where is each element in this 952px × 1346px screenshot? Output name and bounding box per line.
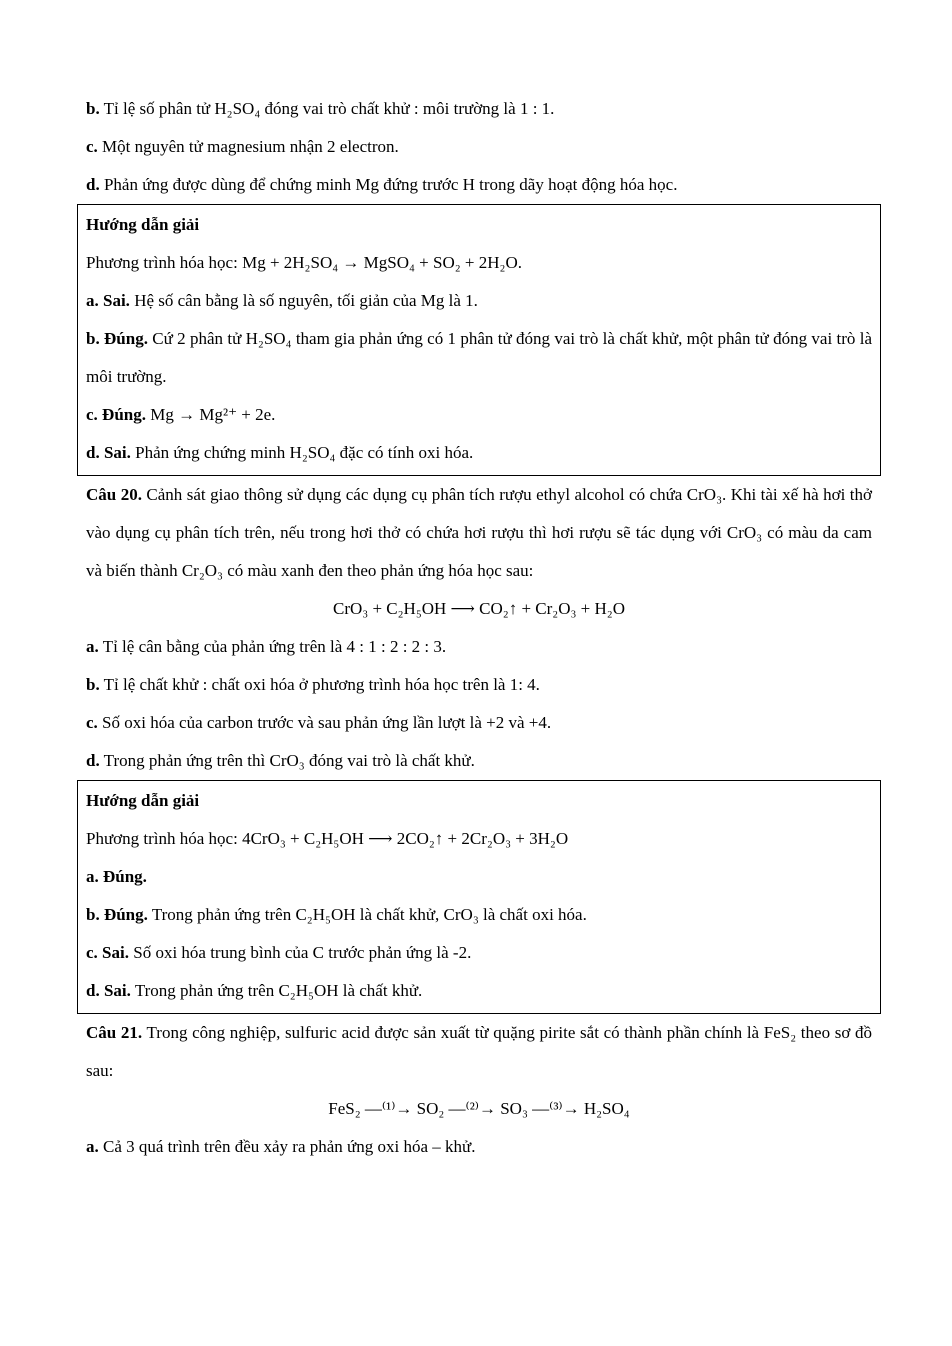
statement-label: d.	[86, 175, 100, 194]
statement-c	[86, 128, 872, 166]
line-text: Hệ số cân bằng là số nguyên, tối giản của Mg là 1.	[129, 291, 478, 310]
solution-line	[86, 896, 872, 934]
line-text: Cứ 2 phân tử H₂SO₄ tham gia phản ứng có 1 phân tử đóng vai trò là chất khử, một phân tử đóng vai trò là môi trường.	[86, 329, 872, 386]
option-label: a.	[86, 637, 99, 656]
option-text: Tỉ lệ chất khử : chất oxi hóa ở phương trình hóa học trên là 1: 4.	[99, 675, 540, 694]
solution-line	[86, 858, 872, 896]
statement-label: c.	[86, 137, 98, 156]
option-b	[86, 666, 872, 704]
equation-cro3: CrO₃ + C₂H₅OH ⟶ CO₂↑ + Cr₂O₃ + H₂O	[332, 599, 625, 618]
answer-verdict: d. Sai.	[86, 981, 131, 1000]
line-text: Phản ứng chứng minh H₂SO₄ đặc có tính oxi hóa.	[130, 443, 474, 462]
option-label: d.	[86, 751, 100, 770]
question-number: Câu 21.	[86, 1023, 143, 1042]
option-label: c.	[86, 713, 98, 732]
option-text: Cả 3 quá trình trên đều xảy ra phản ứng oxi hóa – khử.	[98, 1137, 476, 1156]
option-c	[86, 704, 872, 742]
statement-text: Một nguyên tử magnesium nhận 2 electron.	[97, 137, 399, 156]
question-text: Trong công nghiệp, sulfuric acid được sản xuất từ quặng pirite sắt có thành phần chính là FeS₂ theo sơ đồ sau:	[86, 1023, 872, 1080]
statement-label: b.	[86, 99, 100, 118]
option-text: Tỉ lệ cân bằng của phản ứng trên là 4 : 1 : 2 : 2 : 3.	[98, 637, 447, 656]
question-20-intro	[86, 476, 872, 590]
solution-box-19	[77, 204, 881, 476]
question-text: Cảnh sát giao thông sử dụng các dụng cụ phân tích rượu ethyl alcohol có chứa CrO₃. Khi tài xế hà hơi thở vào dụng cụ phân tích trên, nếu trong hơi thở có chứa hơi rượu thì hơi rượu sẽ tác dụng với CrO₃ có màu da cam và biến thành Cr₂O₃ có màu xanh đen theo phản ứng hóa học sau:	[86, 485, 873, 580]
line-text: Trong phản ứng trên C₂H₅OH là chất khử, CrO₃ là chất oxi hóa.	[147, 905, 587, 924]
answer-verdict: c. Sai.	[86, 943, 129, 962]
option-text: Trong phản ứng trên thì CrO₃ đóng vai trò là chất khử.	[99, 751, 475, 770]
solution-title	[86, 206, 872, 244]
answer-verdict: c. Đúng.	[86, 405, 146, 424]
solution-box-20	[77, 780, 881, 1014]
answer-verdict: d. Sai.	[86, 443, 131, 462]
answer-verdict: b. Đúng.	[86, 905, 148, 924]
statement-text: Tỉ lệ số phân tử H₂SO₄ đóng vai trò chất khử : môi trường là 1 : 1.	[99, 99, 555, 118]
question-21-intro	[86, 1014, 872, 1090]
option-text: Số oxi hóa của carbon trước và sau phản ứng lần lượt là +2 và +4.	[97, 713, 552, 732]
line-text: Trong phản ứng trên C₂H₅OH là chất khử.	[130, 981, 423, 1000]
solution-line	[86, 934, 872, 972]
line-text: Mg → Mg²⁺ + 2e.	[145, 405, 276, 424]
solution-line	[86, 972, 872, 1010]
solution-title	[86, 782, 872, 820]
option-a	[86, 1128, 872, 1166]
question-number: Câu 20.	[86, 485, 142, 504]
solution-title-text: Hướng dẫn giải	[86, 791, 200, 810]
option-label: a.	[86, 1137, 99, 1156]
line-text: Số oxi hóa trung bình của C trước phản ứng là -2.	[128, 943, 472, 962]
solution-line	[86, 396, 872, 434]
statement-b	[86, 90, 872, 128]
solution-line	[86, 244, 872, 282]
line-text: Phương trình hóa học: 4CrO₃ + C₂H₅OH ⟶ 2CO₂↑ + 2Cr₂O₃ + 3H₂O	[86, 829, 569, 848]
option-a	[86, 628, 872, 666]
solution-title-text: Hướng dẫn giải	[86, 215, 200, 234]
statement-d	[86, 166, 872, 204]
line-text: Phương trình hóa học: Mg + 2H₂SO₄ → MgSO₄ + SO₂ + 2H₂O.	[86, 253, 522, 272]
statement-text: Phản ứng được dùng để chứng minh Mg đứng trước H trong dãy hoạt động hóa học.	[99, 175, 678, 194]
answer-verdict: b. Đúng.	[86, 329, 148, 348]
solution-line	[86, 434, 872, 472]
option-d	[86, 742, 872, 780]
option-label: b.	[86, 675, 100, 694]
answer-verdict: a. Sai.	[86, 291, 130, 310]
solution-line	[86, 282, 872, 320]
solution-line	[86, 820, 872, 858]
solution-line	[86, 320, 872, 396]
answer-verdict: a. Đúng.	[86, 867, 147, 886]
reaction-scheme-fes2: FeS₂ —⁽¹⁾→ SO₂ —⁽²⁾→ SO₃ —⁽³⁾→ H₂SO₄	[328, 1099, 630, 1118]
